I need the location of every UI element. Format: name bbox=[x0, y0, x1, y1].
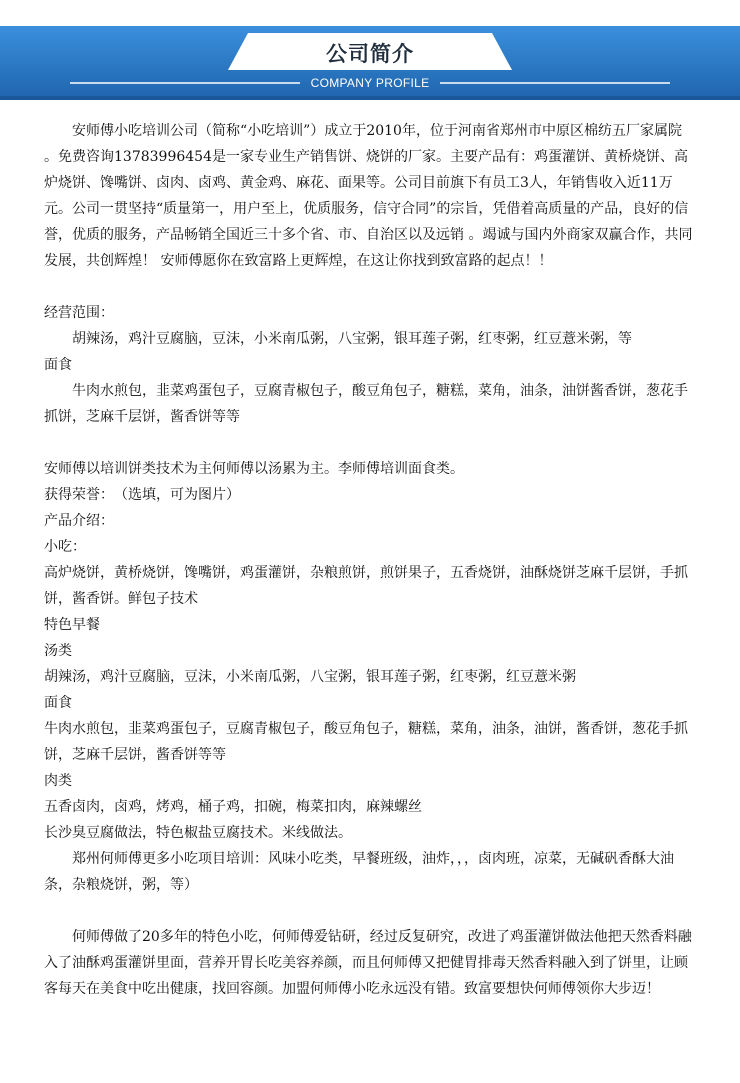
meat-heading: 肉类 bbox=[44, 773, 72, 789]
soups-list: 胡辣汤，鸡汁豆腐脑，豆沫，小米南瓜粥，八宝粥，银耳莲子粥，红枣粥，红豆薏米粥 bbox=[44, 669, 576, 685]
scope-noodles: 牛肉水煎包，韭菜鸡蛋包子，豆腐青椒包子，酸豆角包子，糖糕，菜角，油条，油饼酱香饼，葱花手抓饼，芝麻千层饼，酱香饼等等 bbox=[44, 383, 688, 425]
page-subtitle: COMPANY PROFILE bbox=[310, 76, 430, 90]
scope-heading: 经营范围： bbox=[44, 305, 114, 321]
header-banner bbox=[0, 0, 740, 100]
more-training: 郑州何师傅更多小吃项目培训：风味小吃类，早餐班级，油炸，，，卤肉班，凉菜，无碱矾香酥大油条，杂粮烧饼，粥，等） bbox=[44, 851, 674, 893]
tofu-line: 长沙臭豆腐做法，特色椒盐豆腐技术。米线做法。 bbox=[44, 825, 352, 841]
snacks-list: 高炉烧饼，黄桥烧饼，馋嘴饼，鸡蛋灌饼，杂粮煎饼，煎饼果子，五香烧饼，油酥烧饼芝麻千层饼，手抓饼，酱香饼。鲜包子技术 bbox=[44, 565, 688, 607]
noodle-heading: 面食 bbox=[44, 695, 72, 711]
page-title: 公司简介 bbox=[326, 42, 414, 66]
breakfast-heading: 特色早餐 bbox=[44, 617, 100, 633]
scope-soups: 胡辣汤，鸡汁豆腐脑，豆沫，小米南瓜粥，八宝粥，银耳莲子粥，红枣粥，红豆薏米粥，等 bbox=[72, 331, 632, 347]
snacks-heading: 小吃： bbox=[44, 539, 86, 555]
intro-paragraph: 安师傅小吃培训公司（简称“小吃培训”）成立于2010年，位于河南省郑州市中原区棉纺五厂家属院 。免费咨询13783996454是一家专业生产销售饼、烧饼的厂家。主要产品有：鸡蛋灌饼、黄桥烧饼、高炉烧饼、馋嘴饼、卤肉、卤鸡、黄金鸡、麻花、面果等。公司目前旗下有员工3人，年销售收入近11万元。公司一贯坚持“质量第一，用户至上，优质服务，信守合同”的宗旨，凭借着高质量的产品，良好的信誉，优质的服务，产品畅销全国近三十多个省、市、自治区以及远销 。竭诚与国内外商家双赢合作，共同发展，共创辉煌！ 安师傅愿你在致富路上更辉煌，在这让你找到致富路的起点！！ bbox=[44, 123, 693, 269]
noodles-list: 牛肉水煎包，韭菜鸡蛋包子，豆腐青椒包子，酸豆角包子，糖糕，菜角，油条，油饼，酱香饼，葱花手抓饼，芝麻千层饼，酱香饼等等 bbox=[44, 721, 688, 763]
soup-heading: 汤类 bbox=[44, 643, 72, 659]
training-note: 安师傅以培训饼类技术为主何师傅以汤累为主。李师傅培训面食类。 bbox=[44, 461, 464, 477]
honors-line: 获得荣誉： （选填，可为图片） bbox=[44, 487, 240, 503]
meats-list: 五香卤肉，卤鸡，烤鸡，桶子鸡，扣碗，梅菜扣肉，麻辣螺丝 bbox=[44, 799, 422, 815]
company-profile-body bbox=[44, 118, 698, 1002]
scope-noodle-heading: 面食 bbox=[44, 357, 72, 373]
products-heading: 产品介绍： bbox=[44, 513, 114, 529]
closing-paragraph: 何师傅做了20多年的特色小吃，何师傅爱钻研，经过反复研究，改进了鸡蛋灌饼做法他把天然香料融入了油酥鸡蛋灌饼里面，营养开胃长吃美容养颜，而且何师傅又把健胃排毒天然香料融入到了饼里，让顾客每天在美食中吃出健康，找回容颜。加盟何师傅小吃永远没有错。致富要想快何师傅领你大步迈！ bbox=[44, 929, 692, 997]
